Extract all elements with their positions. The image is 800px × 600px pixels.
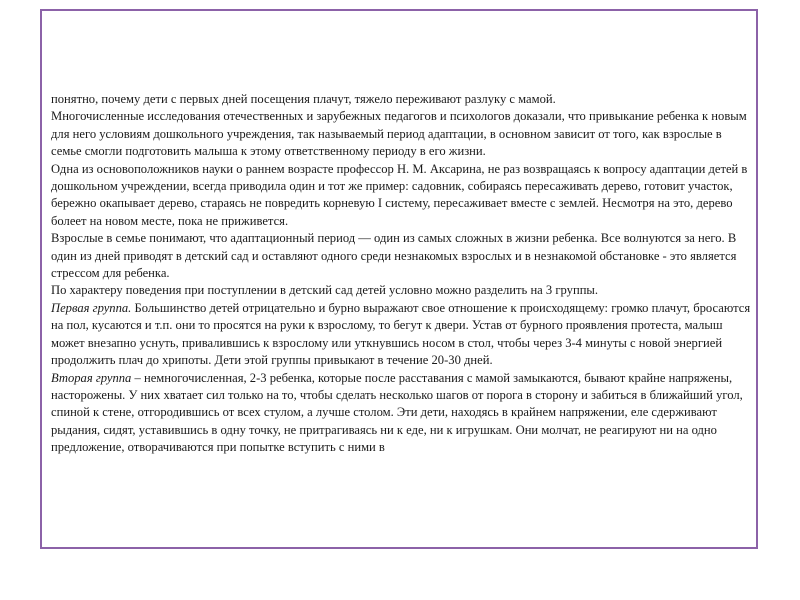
paragraph-5: По характеру поведения при поступлении в детский сад детей условно можно разделить на 3 группы.: [51, 283, 599, 298]
paragraph-3: Одна из основоположников науки о раннем возрасте профессор Н. М. Аксарина, не раз возвращаясь к вопросу адаптации детей в дошкольном учреждении, всегда приводила один и тот же пример: садовник, собираясь пересаживать дерево, готовит участок, бережно окапывает дерево, стараясь не повредить корневую I систему, пересаживает вместе с землей. Несмотря на это, дерево болеет на новом месте, пока не приживется.: [51, 161, 748, 228]
group-1-text: Большинство детей отрицательно и бурно выражают свое отношение к происходящему: громко плачут, бросаются на пол, кусаются и т.п. они то просятся на руки к взрослому, то бегут к двери. Устав от бурного проявления протеста, малыш может внезапно уснуть, привалившись к взрослому или уткнувшись носом в стол, чтобы через 3-4 минуты с новой энергией продолжить плач до хрипоты. Дети этой группы привыкают в течение 20-30 дней.: [51, 300, 751, 368]
paragraph-group-2: [51, 370, 751, 457]
paragraph-4: Взрослые в семье понимают, что адаптационный период — один из самых сложных в жизни ребенка. Все волнуются за него. В один из дней приводят в детский сад и оставляют одного среди незнакомых взрослых и в незнакомой обстановке - это является стрессом для ребенка.: [51, 231, 737, 281]
document-text: [51, 91, 751, 457]
group-2-label: Вторая группа: [51, 370, 132, 385]
paragraph-1: понятно, почему дети с первых дней посещения плачут, тяжело переживают разлуку с мамой.: [51, 92, 556, 106]
paragraph-2: Многочисленные исследования отечественных и зарубежных педагогов и психологов доказали, что привыкание ребенка к новым для него условиям дошкольного учреждения, так называемый период адаптации, в основном зависит от того, как взрослые в семье смогли подготовить малыша к этому ответственному периоду в его жизни.: [51, 109, 747, 159]
slide-frame: [40, 9, 758, 549]
paragraph-group-1: [51, 300, 751, 370]
group-1-label: Первая группа.: [51, 300, 132, 315]
group-2-text: – немногочисленная, 2-3 ребенка, которые после расставания с мамой замыкаются, бывают крайне напряжены, насторожены. У них хватает сил только на то, чтобы сделать несколько шагов от порога в сторону и забиться в ближайший угол, спиной к стене, отгородившись от всех стулом, а лучше столом. Эти дети, находясь в крайнем напряжении, еле сдерживают рыдания, сидят, уставившись в одну точку, не притрагиваясь ни к еде, ни к игрушкам. Они молчат, не реагируют ни на одно предложение, отворачиваются при попытке вступить с ними в: [51, 370, 743, 455]
